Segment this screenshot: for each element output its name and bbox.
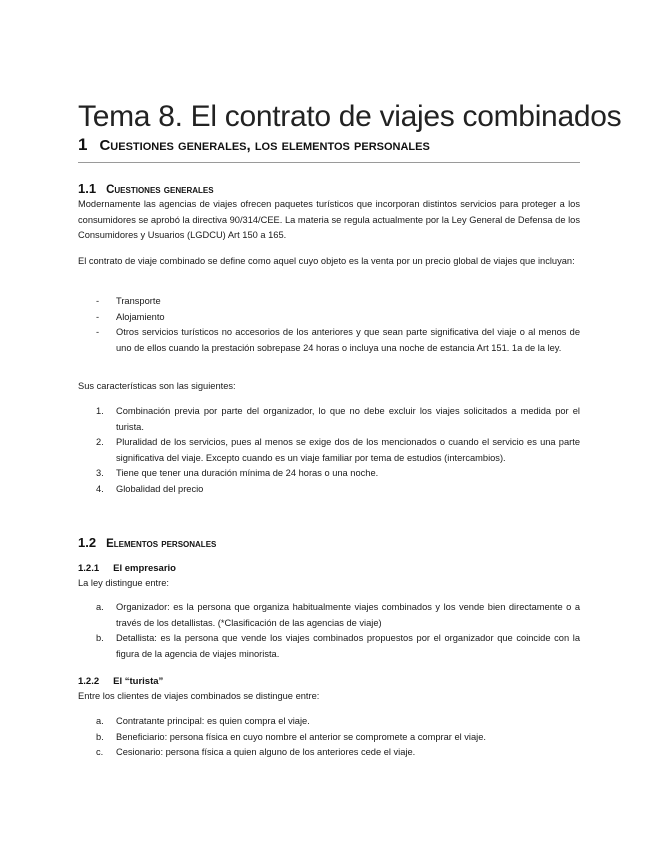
list-item xyxy=(78,294,580,310)
list-item-text: Beneficiario: persona física en cuyo nombre el anterior se compromete a comprar el viaje. xyxy=(116,731,486,742)
list-marker: 3. xyxy=(96,468,104,478)
section-1-title: Cuestiones generales, los elementos personales xyxy=(99,137,430,154)
paragraph-definition: El contrato de viaje combinado se define como aquel cuyo objeto es la venta por un precio global de viajes que incluyan: xyxy=(78,256,575,266)
list-item-text: Pluralidad de los servicios, pues al menos se exige dos de los mencionados o cuando el servicio es una parte significativa del viaje. Excepto cuando es un viaje familiar por tema de estudios (intercambios). xyxy=(116,437,580,463)
turista-list xyxy=(78,714,580,761)
section-1-2-title: Elementos personales xyxy=(106,538,217,550)
section-1-2-1-heading xyxy=(78,563,176,574)
services-list xyxy=(78,294,580,356)
list-item xyxy=(78,482,580,498)
list-marker: a. xyxy=(96,716,104,726)
page-title: Tema 8. El contrato de viajes combinados xyxy=(78,100,622,134)
list-marker: - xyxy=(96,311,100,322)
empresario-list xyxy=(78,600,580,662)
list-marker: b. xyxy=(96,731,104,742)
list-marker: 2. xyxy=(96,437,104,447)
list-item-text: Combinación previa por parte del organizador, lo que no debe excluir los viajes solicitados a medida por el turista. xyxy=(116,406,580,432)
list-item xyxy=(78,631,580,662)
list-item xyxy=(78,466,580,482)
list-item xyxy=(78,325,580,356)
list-item-text: Organizador: es la persona que organiza habitualmente viajes combinados y los vende bien directamente o a través de los detallistas. (*Clasificación de las agencias de viaje) xyxy=(116,602,580,628)
section-1-1-title: Cuestiones generales xyxy=(106,184,214,196)
list-item xyxy=(78,745,580,761)
list-item-text: Transporte xyxy=(116,296,161,306)
section-1-number: 1 xyxy=(78,135,88,154)
list-item-text: Tiene que tener una duración mínima de 24 horas o una noche. xyxy=(116,468,379,478)
section-1-1-number: 1.1 xyxy=(78,181,97,196)
paragraph-intro: Modernamente las agencias de viajes ofrecen paquetes turísticos que incorporan distintos servicios para proteger a los consumidores se aprobó la directiva 90/314/CEE. La materia se regula actualmente por la Ley General de Defensa de los Consumidores y Usuarios (LGDCU) Art 150 a 165. xyxy=(78,199,580,240)
list-item-text: Contratante principal: es quien compra el viaje. xyxy=(116,716,310,726)
list-marker: 4. xyxy=(96,483,104,494)
list-item-text: Cesionario: persona física a quien alguno de los anteriores cede el viaje. xyxy=(116,747,416,757)
list-item xyxy=(78,600,580,631)
list-item-text: Globalidad del precio xyxy=(116,483,204,494)
section-1-2-2-number: 1.2.2 xyxy=(78,676,100,687)
paragraph-empresario-intro: La ley distingue entre: xyxy=(78,578,169,588)
list-item xyxy=(78,310,580,326)
list-item xyxy=(78,714,580,730)
list-item-text: Detallista: es la persona que vende los viajes combinados propuestos por el organizador que coincide con la figura de la agencia de viajes minorista. xyxy=(116,633,580,659)
section-1-2-2-heading xyxy=(78,676,163,687)
list-item xyxy=(78,404,580,435)
section-1-2-heading xyxy=(78,535,216,550)
paragraph-turista-intro: Entre los clientes de viajes combinados se distingue entre: xyxy=(78,691,320,701)
list-item-text: Alojamiento xyxy=(116,311,165,322)
section-1-1-heading xyxy=(78,181,214,196)
list-marker: 1. xyxy=(96,406,104,416)
section-1-2-2-title: El “turista” xyxy=(113,676,164,687)
list-marker: - xyxy=(96,327,100,337)
section-1-2-number: 1.2 xyxy=(78,535,97,550)
section-1-2-1-number: 1.2.1 xyxy=(78,563,100,574)
section-1-heading xyxy=(78,135,580,163)
list-item xyxy=(78,730,580,746)
list-marker: a. xyxy=(96,602,104,612)
list-marker: b. xyxy=(96,633,104,643)
characteristics-list xyxy=(78,404,580,497)
list-marker: - xyxy=(96,296,100,306)
paragraph-characteristics: Sus características son las siguientes: xyxy=(78,381,236,391)
list-item-text: Otros servicios turísticos no accesorios de los anteriores y que sean parte significativa del viaje o al menos de uno de ellos cuando la prestación sobrepase 24 horas o incluya una noche de estancia Art 151. 1a de la ley. xyxy=(116,327,580,353)
list-marker: c. xyxy=(96,747,104,757)
list-item xyxy=(78,435,580,466)
section-1-2-1-title: El empresario xyxy=(113,563,176,574)
